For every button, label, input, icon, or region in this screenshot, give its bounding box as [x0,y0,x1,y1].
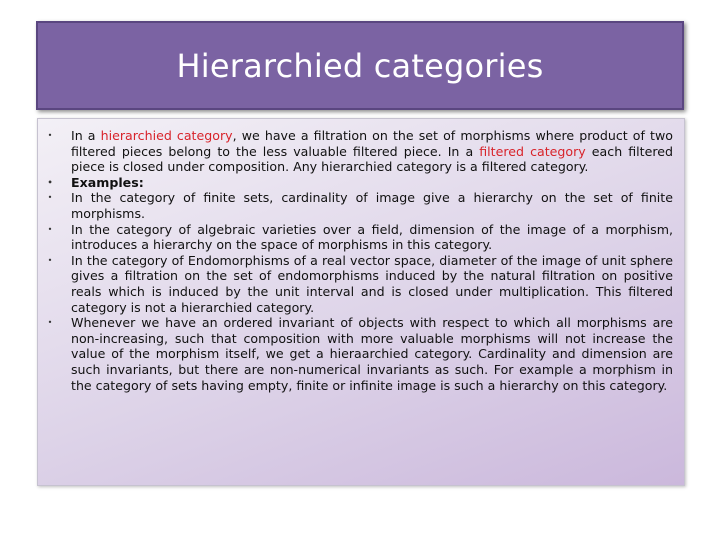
bullet-text-part: , we have a filtration on the set of morphisms where product of two filtered pieces belong to the less valuable filtered piece. In a [71,128,673,159]
bullet-definition [38,128,684,175]
bullet-text: In the category of Endomorphisms of a real vector space, diameter of the image of unit sphere gives a filtration on the set of endomorphisms induced by the natural filtration on positive reals which is induced by the unit interval and is closed under multiplication. This filtered category is not a hierarchied category. [71,252,673,315]
bullet-text: Examples: [71,174,144,190]
bullet-text: Whenever we have an ordered invariant of objects with respect to which all morphisms are non-increasing, such that composition with more valuable morphisms will not increase the value of the morphism itself, we get a hieraarchied category. Cardinality and dimension are such invariants, but there are non-numerical invariants as such. For example a morphism in the category of sets having empty, finite or infinite image is such a hierarchy on this category. [71,315,673,393]
bullet-text: In the category of finite sets, cardinality of image give a hierarchy on the set of finite morphisms. [71,190,673,221]
bullet-icon: • [47,255,53,265]
slide-title: Hierarchied categories [176,46,544,85]
title-bar [36,21,684,110]
bullet-example-varieties [38,222,684,253]
bullet-example-endomorphisms [38,253,684,315]
highlight-term: hierarchied category [100,128,233,143]
content-panel [37,118,685,486]
bullet-icon: • [47,224,53,234]
bullet-icon: • [47,318,53,328]
highlight-term: filtered category [479,143,586,159]
bullet-text-part: In a [71,128,101,143]
bullet-icon: • [47,193,53,203]
bullet-icon: • [47,177,53,187]
bullet-ordered-invariant [38,315,684,393]
bullet-text-part: each filtered piece is closed under composition. Any hierarchied category is a filtered category. [71,143,673,175]
bullet-text: In the category of algebraic varieties over a field, dimension of the image of a morphism, introduces a hierarchy on the space of morphisms in this category. [71,221,673,253]
bullet-list [38,128,684,393]
bullet-icon: • [47,131,53,140]
bullet-examples-heading [38,175,684,191]
bullet-example-finite-sets [38,190,684,221]
